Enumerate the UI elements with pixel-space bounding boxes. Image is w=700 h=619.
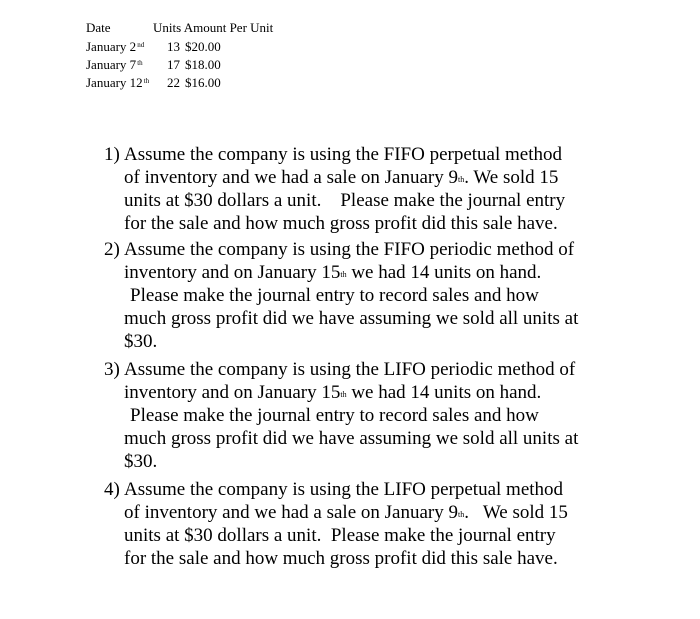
header-date: Date xyxy=(86,20,111,35)
question-line: for the sale and how much gross profit did this sale have. xyxy=(124,213,558,234)
question-line: much gross profit did we have assuming we sold all units at xyxy=(124,308,579,329)
row-date: January 7th xyxy=(86,57,143,72)
header-units-amount: Units Amount Per Unit xyxy=(153,20,274,35)
question-line: $30. xyxy=(124,451,158,472)
question-line: units at $30 dollars a unit. Please make the journal entry xyxy=(124,190,566,211)
question-line: Assume the company is using the FIFO perpetual method xyxy=(124,144,562,165)
question-line: inventory and on January 15th we had 14 units on hand. xyxy=(124,262,542,283)
row-amount: $16.00 xyxy=(185,75,221,90)
question-line: of inventory and we had a sale on January 9th. We sold 15 xyxy=(124,167,559,188)
row-units: 22 xyxy=(167,75,180,90)
question-number: 4) xyxy=(104,479,120,500)
row-units: 17 xyxy=(167,57,180,72)
question-line: units at $30 dollars a unit. Please make the journal entry xyxy=(124,525,556,546)
question-line: much gross profit did we have assuming we sold all units at xyxy=(124,428,579,449)
row-date: January 12th xyxy=(86,75,150,90)
question-line: Please make the journal entry to record sales and how xyxy=(130,285,539,306)
row-units: 13 xyxy=(167,39,180,54)
question-line: of inventory and we had a sale on January 9th. We sold 15 xyxy=(124,502,568,523)
question-line: Assume the company is using the FIFO periodic method of xyxy=(124,239,575,260)
question-number: 2) xyxy=(104,239,120,260)
row-amount: $18.00 xyxy=(185,57,221,72)
question-line: for the sale and how much gross profit did this sale have. xyxy=(124,548,558,569)
question-number: 1) xyxy=(104,144,120,165)
question-number: 3) xyxy=(104,359,120,380)
question-line: Assume the company is using the LIFO periodic method of xyxy=(124,359,576,380)
question-line: Please make the journal entry to record sales and how xyxy=(130,405,539,426)
row-amount: $20.00 xyxy=(185,39,221,54)
row-date: January 2nd xyxy=(86,39,145,54)
question-line: $30. xyxy=(124,331,158,352)
question-line: inventory and on January 15th we had 14 units on hand. xyxy=(124,382,542,403)
question-line: Assume the company is using the LIFO perpetual method xyxy=(124,479,564,500)
